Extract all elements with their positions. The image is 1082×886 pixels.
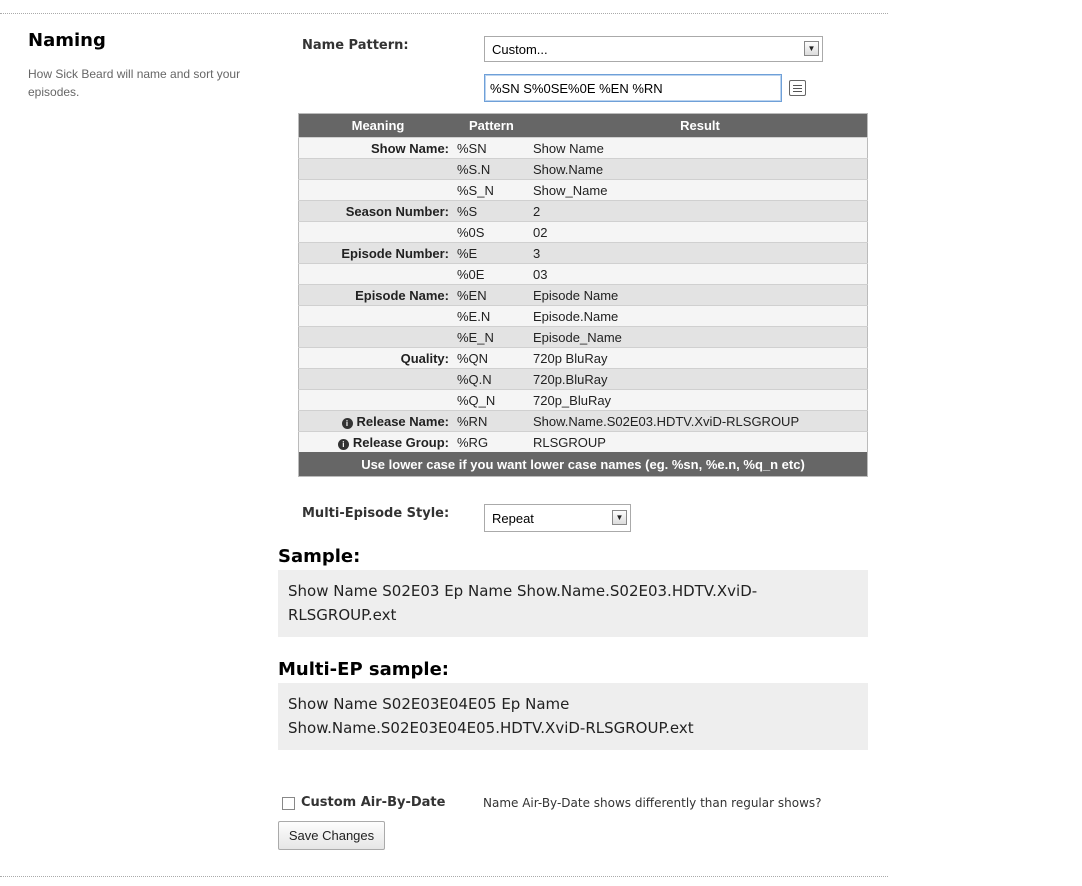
legend-meaning: Quality:	[400, 350, 449, 366]
table-row	[299, 138, 868, 159]
section-description: How Sick Beard will name and sort your episodes.	[28, 67, 241, 99]
custom-air-by-date-checkbox[interactable]	[282, 797, 295, 810]
legend-meaning-cell	[299, 264, 458, 285]
legend-result: Episode.Name	[533, 306, 868, 327]
legend-result: 03	[533, 264, 868, 285]
legend-pattern: %S_N	[457, 180, 533, 201]
table-row	[299, 222, 868, 243]
multi-episode-style-select[interactable]	[484, 504, 631, 532]
table-row	[299, 327, 868, 348]
multi-episode-style-label: Multi-Episode Style:	[302, 506, 450, 521]
legend-result: 2	[533, 201, 868, 222]
legend-meaning: Season Number:	[345, 203, 449, 219]
table-row	[299, 411, 868, 432]
legend-meaning-cell	[299, 243, 458, 264]
legend-meaning-cell	[299, 327, 458, 348]
legend-meaning-cell	[299, 138, 458, 159]
table-row	[299, 285, 868, 306]
legend-pattern: %Q.N	[457, 369, 533, 390]
multi-episode-style-selected: Repeat	[492, 511, 534, 526]
legend-pattern: %S	[457, 201, 533, 222]
table-row	[299, 159, 868, 180]
legend-meaning-cell	[299, 390, 458, 411]
custom-air-by-date-label[interactable]: Custom Air-By-Date	[301, 795, 446, 810]
table-row	[299, 369, 868, 390]
legend-pattern: %RG	[457, 432, 533, 453]
name-pattern-input[interactable]	[484, 74, 782, 102]
legend-result: Show Name	[533, 138, 868, 159]
section-title: Naming	[28, 30, 106, 51]
legend-footer-note: Use lower case if you want lower case names (eg. %sn, %e.n, %q_n etc)	[299, 452, 868, 477]
legend-pattern: %SN	[457, 138, 533, 159]
legend-pattern: %QN	[457, 348, 533, 369]
table-row	[299, 264, 868, 285]
pattern-legend-table	[298, 113, 868, 477]
pattern-legend-icon[interactable]	[789, 80, 806, 96]
legend-pattern: %S.N	[457, 159, 533, 180]
legend-meaning-cell	[299, 432, 458, 453]
legend-meaning: Show Name:	[370, 140, 449, 156]
bottom-divider	[0, 876, 888, 877]
table-row	[299, 180, 868, 201]
legend-pattern: %E.N	[457, 306, 533, 327]
legend-pattern: %0E	[457, 264, 533, 285]
table-row	[299, 432, 868, 453]
legend-meaning-cell	[299, 348, 458, 369]
legend-result: Show_Name	[533, 180, 868, 201]
table-row	[299, 390, 868, 411]
legend-pattern: %E_N	[457, 327, 533, 348]
legend-result: RLSGROUP	[533, 432, 868, 453]
legend-result: 3	[533, 243, 868, 264]
legend-meaning-cell	[299, 306, 458, 327]
table-row	[299, 243, 868, 264]
multi-ep-sample-heading: Multi-EP sample:	[278, 659, 449, 680]
sample-output: Show Name S02E03 Ep Name Show.Name.S02E03.HDTV.XviD-RLSGROUP.ext	[278, 570, 868, 637]
table-row	[299, 201, 868, 222]
legend-result: Show.Name	[533, 159, 868, 180]
legend-result: Episode Name	[533, 285, 868, 306]
info-icon[interactable]: i	[342, 418, 353, 429]
legend-pattern: %EN	[457, 285, 533, 306]
legend-result: Show.Name.S02E03.HDTV.XviD-RLSGROUP	[533, 411, 868, 432]
name-pattern-selected: Custom...	[492, 42, 548, 57]
legend-result: 720p BluRay	[533, 348, 868, 369]
legend-pattern: %E	[457, 243, 533, 264]
legend-result: Episode_Name	[533, 327, 868, 348]
info-icon[interactable]: i	[338, 439, 349, 450]
legend-meaning-cell	[299, 201, 458, 222]
custom-air-by-date-description: Name Air-By-Date shows differently than regular shows?	[483, 796, 822, 810]
legend-meaning: Episode Name:	[355, 287, 449, 303]
name-pattern-label: Name Pattern:	[302, 38, 409, 53]
legend-meaning: Release Group:	[352, 434, 449, 450]
legend-pattern: %0S	[457, 222, 533, 243]
sample-heading: Sample:	[278, 546, 361, 567]
chevron-down-icon: ▼	[612, 510, 627, 525]
legend-meaning-cell	[299, 369, 458, 390]
legend-result: 02	[533, 222, 868, 243]
legend-meaning-cell	[299, 180, 458, 201]
table-row	[299, 348, 868, 369]
col-header-pattern: Pattern	[457, 114, 533, 138]
top-divider	[0, 13, 888, 14]
legend-result: 720p_BluRay	[533, 390, 868, 411]
chevron-down-icon: ▼	[804, 41, 819, 56]
col-header-result: Result	[533, 114, 868, 138]
save-changes-button[interactable]: Save Changes	[278, 821, 385, 850]
legend-meaning-cell	[299, 285, 458, 306]
legend-pattern: %Q_N	[457, 390, 533, 411]
legend-meaning-cell	[299, 222, 458, 243]
legend-meaning-cell	[299, 411, 458, 432]
legend-pattern: %RN	[457, 411, 533, 432]
legend-meaning: Release Name:	[356, 413, 449, 429]
legend-meaning: Episode Number:	[341, 245, 449, 261]
col-header-meaning: Meaning	[299, 114, 458, 138]
name-pattern-select[interactable]	[484, 36, 823, 62]
legend-meaning-cell	[299, 159, 458, 180]
legend-result: 720p.BluRay	[533, 369, 868, 390]
table-row	[299, 306, 868, 327]
multi-ep-sample-output: Show Name S02E03E04E05 Ep Name Show.Name.S02E03E04E05.HDTV.XviD-RLSGROUP.ext	[278, 683, 868, 750]
